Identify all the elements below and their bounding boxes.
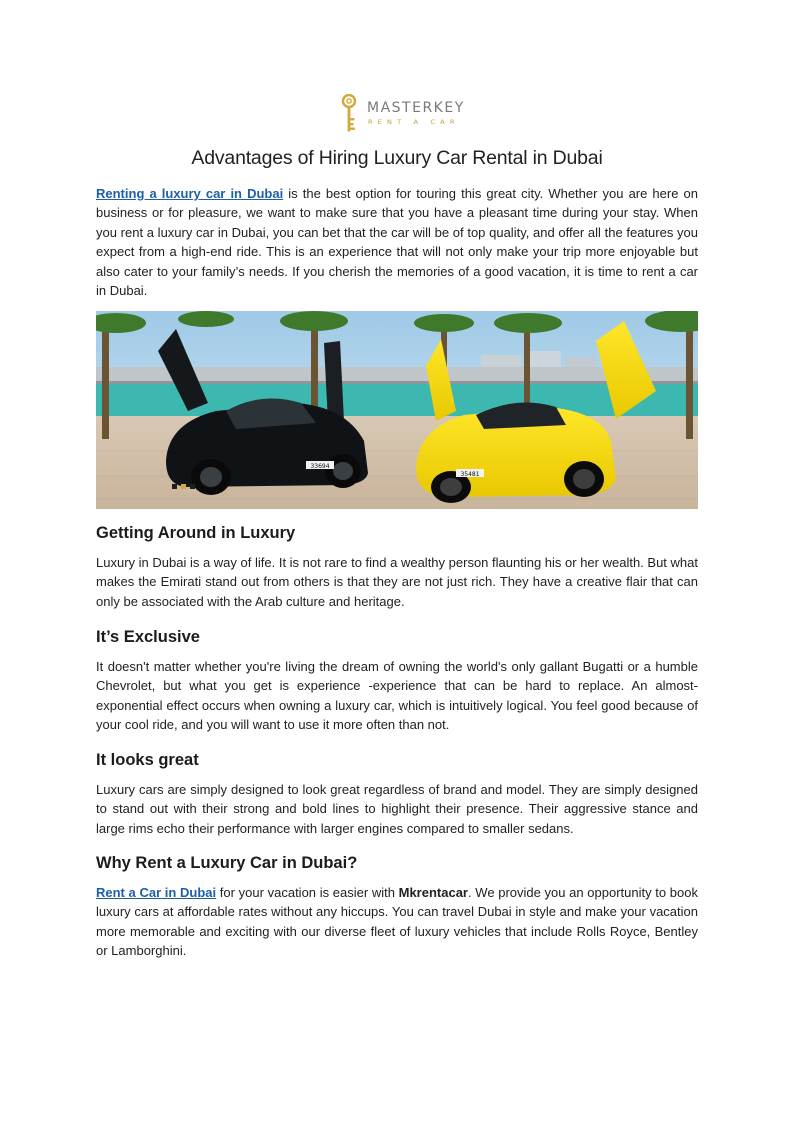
section-why-rent <box>96 854 698 961</box>
logo-tagline: RENT A CAR <box>368 118 460 126</box>
section-getting-around <box>96 524 698 611</box>
intro-paragraph <box>96 184 698 300</box>
section-heading: Why Rent a Luxury Car in Dubai? <box>96 854 358 872</box>
intro-text: is the best option for touring this great city. Whether you are here on business or for pleasure, we want to make sure that you have a pleasant time during your stay. When you rent a luxury car in Dubai, you can bet that the car will be of top quality, and offer all the features you expect from a high-end ride. This is an experience that will not only make your trip more enjoyable but also cater to your family’s needs. If you cherish the memories of a good vacation, it is time to rent a car in Dubai. <box>96 186 698 299</box>
section-heading: It’s Exclusive <box>96 628 200 646</box>
masterkey-logo <box>340 94 465 134</box>
plate-left: 33694 <box>310 463 330 470</box>
why-text-1: for your vacation is easier with <box>216 885 399 900</box>
hero-image <box>96 311 698 509</box>
page-title: Advantages of Hiring Luxury Car Rental in Dubai <box>191 147 603 169</box>
mkrentacar-brand: Mkrentacar <box>398 885 468 900</box>
section-paragraph: It doesn't matter whether you're living the dream of owning the world's only gallant Bugatti or a humble Chevrolet, but what you get is experience -experience that can be hard to replace. An almost-exponential effect occurs when owning a luxury car, which is intuitively logical. You feel good because of your cool ride, and you will want to use it more often than not. <box>96 659 698 733</box>
section-heading: Getting Around in Luxury <box>96 524 296 542</box>
section-paragraph <box>96 883 698 961</box>
luxury-cars-photo <box>96 311 698 509</box>
section-paragraph: Luxury cars are simply designed to look great regardless of brand and model. They are simply designed to stand out with their strong and bold lines to highlight their presence. Their aggressive stance and large rims echo their performance with larger engines compared to smaller sedans. <box>96 782 698 836</box>
logo-brand: MASTERKEY <box>367 100 465 116</box>
section-paragraph: Luxury in Dubai is a way of life. It is not rare to find a wealthy person flaunting his or her wealth. But what makes the Emirati stand out from others is that they are not just rich. They have a creative flair that can only be associated with the Arab culture and heritage. <box>96 555 698 609</box>
plate-right: 35481 <box>460 471 480 478</box>
why-text-2: . We provide you an opportunity to book luxury cars at affordable rates without any hiccups. You can travel Dubai in style and make your vacation more memorable and exciting with our diverse fleet of luxury vehicles that include Rolls Royce, Bentley or Lamborghini. <box>96 885 698 959</box>
intro-section <box>96 184 698 300</box>
key-icon <box>340 94 358 134</box>
section-exclusive <box>96 628 698 735</box>
section-looks-great <box>96 751 698 838</box>
renting-luxury-car-link[interactable]: Renting a luxury car in Dubai <box>96 186 284 201</box>
rent-a-car-link[interactable]: Rent a Car in Dubai <box>96 885 217 900</box>
section-heading: It looks great <box>96 751 199 769</box>
